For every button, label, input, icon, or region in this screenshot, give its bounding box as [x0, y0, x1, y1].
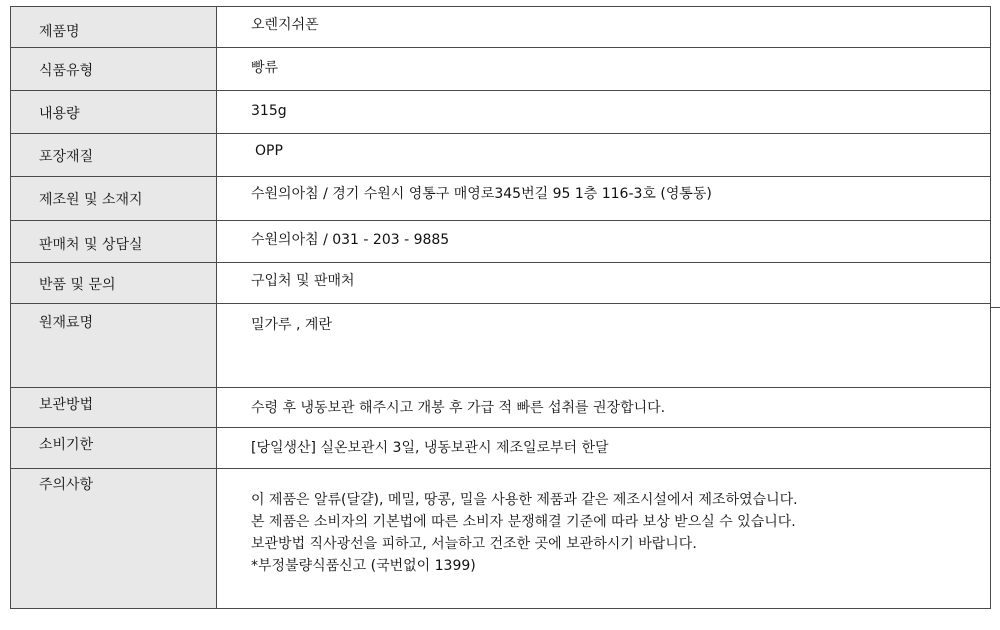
table-row-storage [11, 388, 991, 428]
expiry-value: [당일생산] 실온보관시 3일, 냉동보관시 제조일로부터 한달 [251, 440, 609, 456]
label-cell [11, 304, 217, 388]
label-cell [11, 469, 217, 609]
caution-label: 주의사항 [39, 477, 94, 493]
caution-line-storage: 보관방법 직사광선을 피하고, 서늘하고 건조한 곳에 보관하시기 바랍니다. [251, 536, 697, 552]
returns-label: 반품 및 문의 [39, 277, 116, 293]
caution-line-report: *부정불량식품신고 (국번없이 1399) [251, 558, 476, 574]
table-row-product-name [11, 7, 991, 48]
table-row-expiry [11, 428, 991, 469]
food-type-value: 빵류 [251, 60, 279, 76]
product-info-table [10, 6, 991, 609]
ingredients-value: 밀가루 , 계란 [251, 317, 332, 333]
seller-label: 판매처 및 상담실 [39, 237, 143, 253]
value-cell [217, 134, 991, 177]
food-type-label: 식품유형 [39, 63, 94, 79]
value-cell [217, 221, 991, 263]
storage-label: 보관방법 [39, 397, 94, 413]
label-cell [11, 428, 217, 469]
value-cell [217, 263, 991, 304]
caution-line-allergen: 이 제품은 알류(달걀), 메밀, 땅콩, 밀을 사용한 제품과 같은 제조시설에서 제조하였습니다. [251, 492, 798, 508]
table-row-food-type [11, 48, 991, 91]
label-cell [11, 91, 217, 134]
packaging-value: OPP [255, 143, 283, 159]
value-cell [217, 388, 991, 428]
table-row-volume [11, 91, 991, 134]
ingredients-label: 원재료명 [39, 315, 94, 331]
returns-value: 구입처 및 판매처 [251, 273, 355, 289]
value-cell [217, 428, 991, 469]
label-cell [11, 221, 217, 263]
volume-label: 내용량 [39, 106, 80, 122]
manufacturer-label: 제조원 및 소재지 [39, 192, 143, 208]
product-name-value: 오렌지쉬폰 [251, 17, 319, 33]
value-cell [217, 304, 991, 388]
packaging-label: 포장재질 [39, 149, 94, 165]
value-cell [217, 469, 991, 609]
value-cell [217, 7, 991, 48]
volume-value: 315g [251, 103, 287, 119]
manufacturer-value: 수원의아침 / 경기 수원시 영통구 매영로345번길 95 1층 116-3호 (영통동) [251, 186, 712, 202]
caution-line-compensation: 본 제품은 소비자의 기본법에 따른 소비자 분쟁해결 기준에 따라 보상 받으실 수 있습니다. [251, 514, 796, 530]
table-row-caution [11, 469, 991, 609]
seller-value: 수원의아침 / 031 - 203 - 9885 [251, 232, 450, 248]
caution-text-block [217, 469, 990, 577]
value-cell [217, 177, 991, 221]
label-cell [11, 388, 217, 428]
label-cell [11, 263, 217, 304]
table-row-seller [11, 221, 991, 263]
table-row-packaging [11, 134, 991, 177]
product-name-label: 제품명 [39, 24, 80, 40]
label-cell [11, 7, 217, 48]
value-cell [217, 91, 991, 134]
label-cell [11, 48, 217, 91]
value-cell [217, 48, 991, 91]
label-cell [11, 134, 217, 177]
table-row-ingredients [11, 304, 991, 388]
table-row-returns [11, 263, 991, 304]
table-row-manufacturer [11, 177, 991, 221]
divider [991, 307, 1000, 308]
label-cell [11, 177, 217, 221]
expiry-label: 소비기한 [39, 437, 94, 453]
storage-value: 수령 후 냉동보관 해주시고 개봉 후 가급 적 빠른 섭취를 권장합니다. [251, 400, 666, 416]
